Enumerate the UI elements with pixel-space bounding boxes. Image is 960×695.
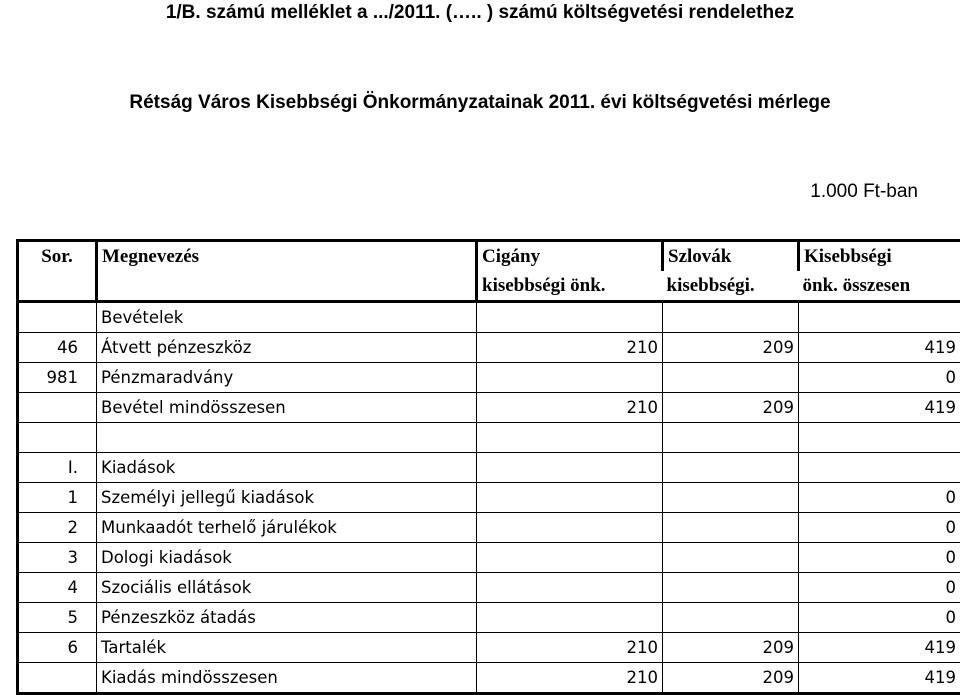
row-name: Dologi kiadások <box>97 543 477 573</box>
unit-label: 1.000 Ft-ban <box>810 181 918 202</box>
row-number: 5 <box>18 603 97 633</box>
row-name: Bevételek <box>97 302 477 333</box>
col-header-sor: Sor. <box>18 241 97 272</box>
cigany-value: 210 <box>477 633 663 663</box>
col-header-kisebbsegi-sub: önk. összesen <box>799 271 960 302</box>
col-header-szlovak: Szlovák <box>663 241 799 272</box>
annex-reference: 1/B. számú melléklet a .../2011. (….. ) számú költségvetési rendelethez <box>165 2 795 23</box>
total-value: 419 <box>799 333 960 363</box>
row-name: Személyi jellegű kiadások <box>97 483 477 513</box>
header-row-2 <box>18 271 960 302</box>
row-name: Kiadás mindösszesen <box>97 663 477 694</box>
szlovak-value: 209 <box>663 333 799 363</box>
total-value: 419 <box>799 633 960 663</box>
table-row <box>18 663 960 694</box>
szlovak-value: 209 <box>663 663 799 694</box>
szlovak-value <box>663 483 799 513</box>
szlovak-value <box>663 573 799 603</box>
szlovak-value: 209 <box>663 393 799 423</box>
col-header-cigany: Cigány <box>477 241 663 272</box>
cigany-value <box>477 513 663 543</box>
total-value <box>799 453 960 483</box>
table-row <box>18 423 960 453</box>
col-header-cigany-sub: kisebbségi önk. <box>477 271 663 302</box>
row-number <box>18 423 97 453</box>
row-number: 2 <box>18 513 97 543</box>
table-row <box>18 393 960 423</box>
total-value: 419 <box>799 663 960 694</box>
row-name <box>97 423 477 453</box>
total-value: 419 <box>799 393 960 423</box>
row-number: 3 <box>18 543 97 573</box>
document-title: Rétság Város Kisebbségi Önkormányzatainak 2011. évi költségvetési mérlege <box>129 92 831 113</box>
cigany-value <box>477 573 663 603</box>
table-row <box>18 302 960 333</box>
table-row <box>18 603 960 633</box>
table-row <box>18 513 960 543</box>
szlovak-value <box>663 302 799 333</box>
row-number <box>18 393 97 423</box>
row-number <box>18 663 97 694</box>
row-number: 981 <box>18 363 97 393</box>
szlovak-value <box>663 543 799 573</box>
cigany-value <box>477 302 663 333</box>
table-row <box>18 333 960 363</box>
total-value: 0 <box>799 513 960 543</box>
total-value: 0 <box>799 543 960 573</box>
cigany-value: 210 <box>477 663 663 694</box>
row-number: 46 <box>18 333 97 363</box>
cigany-value <box>477 423 663 453</box>
row-name: Pénzmaradvány <box>97 363 477 393</box>
row-name: Munkaadót terhelő járulékok <box>97 513 477 543</box>
table-row <box>18 573 960 603</box>
cigany-value <box>477 603 663 633</box>
row-name: Kiadások <box>97 453 477 483</box>
budget-table <box>16 239 960 695</box>
cigany-value <box>477 543 663 573</box>
table-row <box>18 363 960 393</box>
table-row <box>18 483 960 513</box>
szlovak-value <box>663 423 799 453</box>
table-row <box>18 453 960 483</box>
row-name: Bevétel mindösszesen <box>97 393 477 423</box>
row-number: 4 <box>18 573 97 603</box>
cigany-value <box>477 453 663 483</box>
cigany-value <box>477 483 663 513</box>
total-value: 0 <box>799 483 960 513</box>
total-value: 0 <box>799 363 960 393</box>
row-number: I. <box>18 453 97 483</box>
total-value <box>799 302 960 333</box>
col-header-sor-cont <box>18 271 97 302</box>
row-name: Szociális ellátások <box>97 573 477 603</box>
table-row <box>18 633 960 663</box>
col-header-szlovak-sub: kisebbségi. <box>663 271 799 302</box>
row-number: 6 <box>18 633 97 663</box>
col-header-megnevezes: Megnevezés <box>97 241 477 272</box>
cigany-value <box>477 363 663 393</box>
cigany-value: 210 <box>477 393 663 423</box>
total-value <box>799 423 960 453</box>
szlovak-value: 209 <box>663 633 799 663</box>
row-number <box>18 302 97 333</box>
total-value: 0 <box>799 603 960 633</box>
header-row-1 <box>18 241 960 272</box>
row-name: Tartalék <box>97 633 477 663</box>
row-name: Pénzeszköz átadás <box>97 603 477 633</box>
szlovak-value <box>663 603 799 633</box>
szlovak-value <box>663 363 799 393</box>
col-header-megnevezes-cont <box>97 271 477 302</box>
szlovak-value <box>663 513 799 543</box>
cigany-value: 210 <box>477 333 663 363</box>
table-row <box>18 543 960 573</box>
row-number: 1 <box>18 483 97 513</box>
szlovak-value <box>663 453 799 483</box>
col-header-kisebbsegi: Kisebbségi <box>799 241 960 272</box>
total-value: 0 <box>799 573 960 603</box>
row-name: Átvett pénzeszköz <box>97 333 477 363</box>
